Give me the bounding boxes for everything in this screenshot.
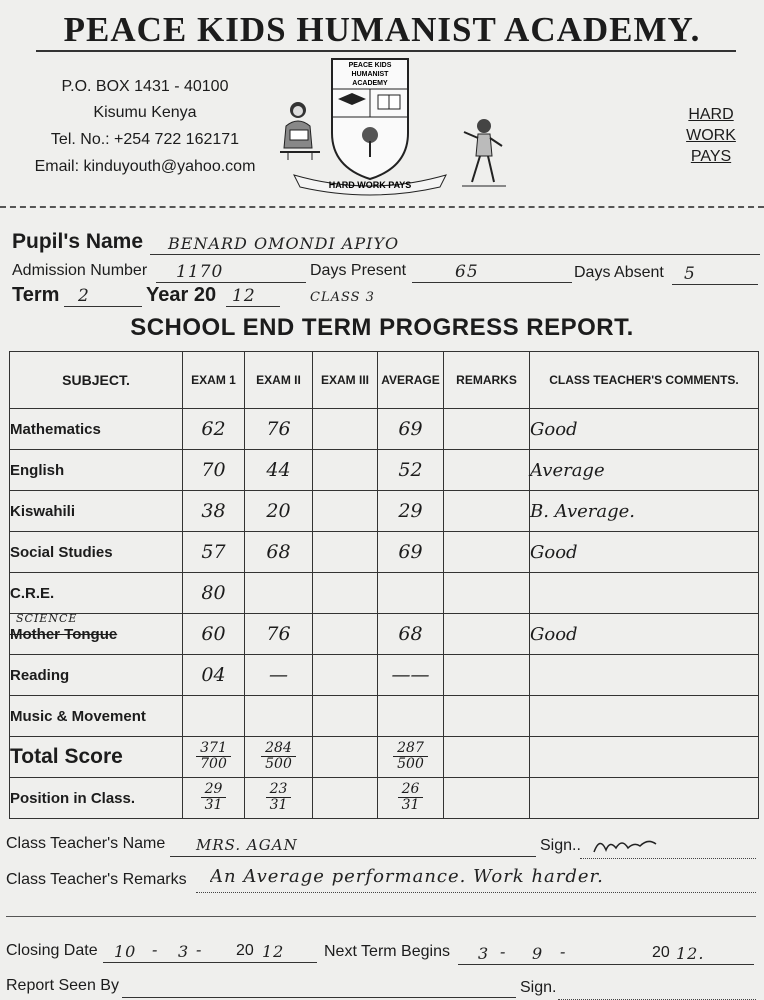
total-average-score: 287: [393, 741, 428, 757]
position-label: Position in Class.: [10, 778, 183, 819]
subject-name: Reading: [10, 655, 183, 696]
motto-line-1: HARD: [688, 106, 734, 123]
exam1-mark: 38: [183, 491, 245, 532]
total-average-out-of: 500: [397, 756, 424, 772]
teacher-name: MRS. AGAN: [196, 836, 298, 854]
closing-year: 12: [262, 942, 285, 961]
exam1-mark: [183, 696, 245, 737]
teacher-remarks: An Average performance. Work harder.: [210, 866, 604, 887]
next-month: 9: [532, 944, 544, 963]
position-row: [10, 778, 759, 819]
average-mark: [378, 573, 444, 614]
closing-month: 3: [178, 942, 190, 961]
remarks-cell: [444, 409, 530, 450]
exam2-mark: 76: [245, 614, 313, 655]
total-exam1-score: 371: [196, 741, 231, 757]
table-row: [10, 655, 759, 696]
school-name: PEACE KIDS HUMANIST ACADEMY.: [63, 10, 701, 49]
pupil-name-label: Pupil's Name: [12, 230, 144, 253]
average-mark: 69: [378, 409, 444, 450]
average-mark: ——: [378, 655, 444, 696]
closing-date-label: Closing Date: [6, 942, 98, 959]
remarks-second-line: [6, 916, 756, 917]
crest-line-3: ACADEMY: [352, 80, 388, 87]
exam1-mark: 62: [183, 409, 245, 450]
email: Email: kinduyouth@yahoo.com: [34, 158, 256, 175]
position-average-rank: 26: [398, 782, 424, 798]
results-table: [9, 351, 759, 819]
days-present: 65: [455, 262, 479, 282]
position-remarks: [444, 778, 530, 819]
teacher-comment: Average: [530, 450, 759, 491]
position-average-of: 31: [401, 797, 420, 813]
teacher-remarks-label: Class Teacher's Remarks: [6, 871, 187, 888]
pupil-name: BENARD OMONDI APIYO: [168, 234, 400, 253]
col-exam1: EXAM 1: [183, 352, 245, 409]
total-exam1-out-of: 700: [200, 756, 227, 772]
closing-year-prefix: 20: [236, 942, 254, 959]
col-remarks: REMARKS: [444, 352, 530, 409]
total-exam2: [245, 737, 313, 778]
total-exam2-out-of: 500: [265, 756, 292, 772]
teacher-comment: B. Average.: [530, 491, 759, 532]
boy-playing-icon: [458, 116, 508, 190]
remarks-cell: [444, 450, 530, 491]
exam2-mark: 20: [245, 491, 313, 532]
col-average: AVERAGE: [378, 352, 444, 409]
subject-name: C.R.E.: [10, 573, 183, 614]
average-mark: 52: [378, 450, 444, 491]
term-label: Term: [12, 284, 60, 306]
year-label: Year 20: [146, 284, 217, 306]
remarks-cell: [444, 491, 530, 532]
exam3-mark: [313, 491, 378, 532]
year-value: 12: [232, 286, 256, 306]
table-row: [10, 409, 759, 450]
teacher-comment: Good: [530, 409, 759, 450]
position-exam1-of: 31: [204, 797, 223, 813]
table-row: [10, 696, 759, 737]
total-score-label: Total Score: [10, 737, 183, 778]
total-comment: [530, 737, 759, 778]
exam3-mark: [313, 696, 378, 737]
table-row: [10, 532, 759, 573]
remarks-cell: [444, 614, 530, 655]
remarks-cell: [444, 655, 530, 696]
motto-line-3: PAYS: [690, 148, 732, 165]
teacher-comment: [530, 696, 759, 737]
report-title: SCHOOL END TERM PROGRESS REPORT.: [130, 314, 634, 341]
sign2-label: Sign.: [520, 979, 557, 996]
exam2-mark: [245, 696, 313, 737]
days-absent: 5: [684, 264, 696, 284]
table-row: [10, 573, 759, 614]
exam2-mark: —: [245, 655, 313, 696]
position-comment: [530, 778, 759, 819]
total-average: [378, 737, 444, 778]
crest-line-2: HUMANIST: [351, 71, 389, 78]
next-term-label: Next Term Begins: [324, 943, 450, 960]
total-exam2-score: 284: [261, 741, 296, 757]
subject-name: English: [10, 450, 183, 491]
average-mark: 68: [378, 614, 444, 655]
exam3-mark: [313, 450, 378, 491]
exam3-mark: [313, 409, 378, 450]
total-score-row: [10, 737, 759, 778]
exam2-mark: [245, 573, 313, 614]
motto-line-2: WORK: [686, 127, 736, 144]
position-average: [378, 778, 444, 819]
class-value: CLASS 3: [310, 290, 375, 305]
subject-name: Music & Movement: [10, 696, 183, 737]
subject-name: Mathematics: [10, 409, 183, 450]
term-line: [64, 288, 142, 307]
position-exam2: [245, 778, 313, 819]
position-exam1: [183, 778, 245, 819]
crest-banner: HARD WORK PAYS: [328, 180, 412, 190]
exam1-mark: 57: [183, 532, 245, 573]
exam2-mark: 68: [245, 532, 313, 573]
header-divider: [0, 206, 764, 208]
next-day: 3: [478, 944, 490, 963]
days-absent-label: Days Absent: [574, 264, 664, 281]
average-mark: [378, 696, 444, 737]
next-year: 12.: [676, 944, 705, 963]
exam3-mark: [313, 655, 378, 696]
days-present-line: [412, 264, 572, 283]
sign2-line: [558, 981, 756, 1000]
teacher-comment: [530, 655, 759, 696]
next-year-prefix: 20: [652, 944, 670, 961]
closing-sep-2: -: [196, 940, 203, 959]
col-comments: CLASS TEACHER'S COMMENTS.: [530, 352, 759, 409]
term-value: 2: [78, 286, 90, 306]
position-exam3: [313, 778, 378, 819]
average-mark: 69: [378, 532, 444, 573]
teacher-comment: Good: [530, 532, 759, 573]
total-exam3: [313, 737, 378, 778]
table-row: [10, 614, 759, 655]
col-exam2: EXAM II: [245, 352, 313, 409]
total-remarks: [444, 737, 530, 778]
position-exam1-rank: 29: [201, 782, 227, 798]
table-row: [10, 450, 759, 491]
teacher-signature: [590, 834, 670, 858]
table-header-row: [10, 352, 759, 409]
position-exam2-rank: 23: [266, 782, 292, 798]
exam3-mark: [313, 532, 378, 573]
remarks-cell: [444, 573, 530, 614]
exam3-mark: [313, 573, 378, 614]
city: Kisumu Kenya: [93, 104, 197, 121]
closing-sep-1: -: [152, 940, 159, 959]
crest-line-1: PEACE KIDS: [348, 62, 392, 69]
average-mark: 29: [378, 491, 444, 532]
subject-correction: SCIENCE: [16, 612, 78, 625]
exam1-mark: 70: [183, 450, 245, 491]
title-underline: [36, 50, 736, 52]
report-seen-line: [122, 979, 516, 998]
exam2-mark: 44: [245, 450, 313, 491]
subject-name: Mother Tongue: [10, 625, 118, 643]
table-row: [10, 491, 759, 532]
exam1-mark: 80: [183, 573, 245, 614]
subject-name: Kiswahili: [10, 491, 183, 532]
exam1-mark: 04: [183, 655, 245, 696]
telephone: Tel. No.: +254 722 162171: [50, 131, 240, 148]
col-subject: SUBJECT.: [10, 352, 183, 409]
next-sep-1: -: [500, 942, 507, 961]
exam3-mark: [313, 614, 378, 655]
next-sep-2: -: [560, 942, 567, 961]
remarks-cell: [444, 696, 530, 737]
motto: [676, 104, 746, 167]
admission-number: 1170: [176, 262, 224, 282]
admission-label: Admission Number: [12, 262, 148, 279]
teacher-comment: [530, 573, 759, 614]
school-crest-logo: [290, 55, 450, 197]
exam2-mark: 76: [245, 409, 313, 450]
teacher-name-label: Class Teacher's Name: [6, 835, 166, 852]
sign-label: Sign..: [540, 837, 581, 854]
closing-day: 10: [114, 942, 137, 961]
col-exam3: EXAM III: [313, 352, 378, 409]
teacher-comment: Good: [530, 614, 759, 655]
remarks-cell: [444, 532, 530, 573]
subject-name: Social Studies: [10, 532, 183, 573]
report-seen-label: Report Seen By: [6, 977, 119, 994]
po-box: P.O. BOX 1431 - 40100: [61, 78, 229, 95]
subject-cell: [10, 614, 183, 655]
days-present-label: Days Present: [310, 262, 407, 279]
total-exam1: [183, 737, 245, 778]
exam1-mark: 60: [183, 614, 245, 655]
position-exam2-of: 31: [269, 797, 288, 813]
